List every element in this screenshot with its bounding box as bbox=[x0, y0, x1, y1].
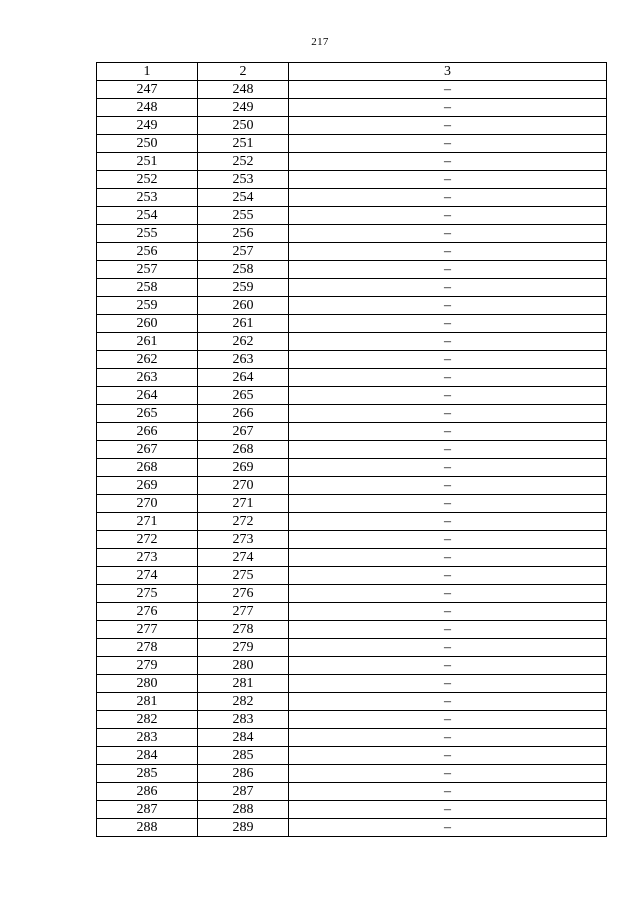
cell-col-2: 280 bbox=[198, 657, 289, 675]
cell-col-3: – bbox=[289, 261, 607, 279]
cell-col-2: 269 bbox=[198, 459, 289, 477]
cell-col-3: – bbox=[289, 135, 607, 153]
table-row bbox=[97, 279, 607, 297]
table-row bbox=[97, 657, 607, 675]
cell-col-3: – bbox=[289, 117, 607, 135]
cell-col-3: – bbox=[289, 621, 607, 639]
cell-col-2: 264 bbox=[198, 369, 289, 387]
table-row bbox=[97, 351, 607, 369]
cell-col-3: – bbox=[289, 693, 607, 711]
table-row bbox=[97, 513, 607, 531]
cell-col-3: – bbox=[289, 477, 607, 495]
cell-col-2: 251 bbox=[198, 135, 289, 153]
cell-col-1: 254 bbox=[97, 207, 198, 225]
cell-col-2: 250 bbox=[198, 117, 289, 135]
cell-col-2: 254 bbox=[198, 189, 289, 207]
cell-col-1: 258 bbox=[97, 279, 198, 297]
cell-col-3: – bbox=[289, 585, 607, 603]
cell-col-3: – bbox=[289, 387, 607, 405]
cell-col-3: – bbox=[289, 567, 607, 585]
cell-col-2: 271 bbox=[198, 495, 289, 513]
cell-col-1: 251 bbox=[97, 153, 198, 171]
table-row bbox=[97, 441, 607, 459]
cell-col-1: 259 bbox=[97, 297, 198, 315]
cell-col-3: – bbox=[289, 513, 607, 531]
cell-col-3: – bbox=[289, 153, 607, 171]
cell-col-2: 260 bbox=[198, 297, 289, 315]
cell-col-3: – bbox=[289, 639, 607, 657]
cell-col-2: 270 bbox=[198, 477, 289, 495]
cell-col-3: – bbox=[289, 495, 607, 513]
cell-col-2: 257 bbox=[198, 243, 289, 261]
cell-col-2: 278 bbox=[198, 621, 289, 639]
cell-col-2: 268 bbox=[198, 441, 289, 459]
cell-col-3: – bbox=[289, 279, 607, 297]
cell-col-3: – bbox=[289, 81, 607, 99]
cell-col-1: 249 bbox=[97, 117, 198, 135]
cell-col-1: 260 bbox=[97, 315, 198, 333]
cell-col-2: 262 bbox=[198, 333, 289, 351]
table-row bbox=[97, 333, 607, 351]
cell-col-2: 287 bbox=[198, 783, 289, 801]
cell-col-1: 274 bbox=[97, 567, 198, 585]
cell-col-1: 263 bbox=[97, 369, 198, 387]
cell-col-1: 247 bbox=[97, 81, 198, 99]
cell-col-3: – bbox=[289, 351, 607, 369]
cell-col-3: – bbox=[289, 531, 607, 549]
table-row bbox=[97, 117, 607, 135]
cell-col-1: 288 bbox=[97, 819, 198, 837]
cell-col-1: 255 bbox=[97, 225, 198, 243]
cell-col-2: 263 bbox=[198, 351, 289, 369]
cell-col-3: – bbox=[289, 765, 607, 783]
table-row bbox=[97, 603, 607, 621]
cell-col-1: 272 bbox=[97, 531, 198, 549]
cell-col-2: 248 bbox=[198, 81, 289, 99]
cell-col-2: 259 bbox=[198, 279, 289, 297]
cell-col-3: – bbox=[289, 99, 607, 117]
table-row bbox=[97, 765, 607, 783]
table-row bbox=[97, 621, 607, 639]
cell-col-1: 275 bbox=[97, 585, 198, 603]
cell-col-1: 250 bbox=[97, 135, 198, 153]
page-number: 217 bbox=[311, 36, 329, 48]
cell-col-3: – bbox=[289, 459, 607, 477]
cell-col-2: 285 bbox=[198, 747, 289, 765]
cell-col-2: 289 bbox=[198, 819, 289, 837]
data-table bbox=[96, 62, 607, 837]
cell-col-1: 257 bbox=[97, 261, 198, 279]
cell-col-3: – bbox=[289, 729, 607, 747]
cell-col-1: 276 bbox=[97, 603, 198, 621]
cell-col-1: 261 bbox=[97, 333, 198, 351]
cell-col-1: 268 bbox=[97, 459, 198, 477]
cell-col-2: 267 bbox=[198, 423, 289, 441]
cell-col-3: – bbox=[289, 801, 607, 819]
cell-col-3: – bbox=[289, 297, 607, 315]
table-row bbox=[97, 189, 607, 207]
cell-col-2: 279 bbox=[198, 639, 289, 657]
cell-col-3: – bbox=[289, 189, 607, 207]
cell-col-3: – bbox=[289, 225, 607, 243]
cell-col-2: 281 bbox=[198, 675, 289, 693]
table-row bbox=[97, 171, 607, 189]
table-row bbox=[97, 243, 607, 261]
cell-col-1: 252 bbox=[97, 171, 198, 189]
cell-col-1: 287 bbox=[97, 801, 198, 819]
table-row bbox=[97, 819, 607, 837]
table-body bbox=[97, 81, 607, 837]
table-row bbox=[97, 153, 607, 171]
cell-col-1: 264 bbox=[97, 387, 198, 405]
cell-col-1: 279 bbox=[97, 657, 198, 675]
table-row bbox=[97, 315, 607, 333]
cell-col-2: 276 bbox=[198, 585, 289, 603]
cell-col-1: 273 bbox=[97, 549, 198, 567]
cell-col-2: 265 bbox=[198, 387, 289, 405]
cell-col-3: – bbox=[289, 315, 607, 333]
column-header-2: 2 bbox=[198, 63, 289, 81]
cell-col-1: 248 bbox=[97, 99, 198, 117]
cell-col-1: 262 bbox=[97, 351, 198, 369]
table-row bbox=[97, 387, 607, 405]
cell-col-3: – bbox=[289, 747, 607, 765]
cell-col-1: 284 bbox=[97, 747, 198, 765]
column-header-1: 1 bbox=[97, 63, 198, 81]
cell-col-2: 288 bbox=[198, 801, 289, 819]
cell-col-2: 249 bbox=[198, 99, 289, 117]
table-row bbox=[97, 711, 607, 729]
table-row bbox=[97, 81, 607, 99]
cell-col-2: 283 bbox=[198, 711, 289, 729]
table-row bbox=[97, 459, 607, 477]
cell-col-3: – bbox=[289, 171, 607, 189]
cell-col-3: – bbox=[289, 819, 607, 837]
cell-col-3: – bbox=[289, 675, 607, 693]
cell-col-3: – bbox=[289, 243, 607, 261]
cell-col-3: – bbox=[289, 441, 607, 459]
column-header-3: 3 bbox=[289, 63, 607, 81]
table-row bbox=[97, 639, 607, 657]
cell-col-2: 284 bbox=[198, 729, 289, 747]
table-row bbox=[97, 225, 607, 243]
cell-col-3: – bbox=[289, 711, 607, 729]
table-row bbox=[97, 477, 607, 495]
cell-col-1: 280 bbox=[97, 675, 198, 693]
table-row bbox=[97, 675, 607, 693]
table-row bbox=[97, 423, 607, 441]
cell-col-1: 270 bbox=[97, 495, 198, 513]
cell-col-2: 277 bbox=[198, 603, 289, 621]
cell-col-1: 282 bbox=[97, 711, 198, 729]
cell-col-3: – bbox=[289, 405, 607, 423]
cell-col-2: 286 bbox=[198, 765, 289, 783]
cell-col-3: – bbox=[289, 657, 607, 675]
cell-col-1: 266 bbox=[97, 423, 198, 441]
cell-col-3: – bbox=[289, 423, 607, 441]
table-row bbox=[97, 495, 607, 513]
table-row bbox=[97, 585, 607, 603]
cell-col-1: 285 bbox=[97, 765, 198, 783]
table-row bbox=[97, 369, 607, 387]
table-row bbox=[97, 783, 607, 801]
cell-col-3: – bbox=[289, 783, 607, 801]
cell-col-2: 275 bbox=[198, 567, 289, 585]
cell-col-1: 271 bbox=[97, 513, 198, 531]
cell-col-1: 256 bbox=[97, 243, 198, 261]
table-row bbox=[97, 567, 607, 585]
table-row bbox=[97, 405, 607, 423]
cell-col-2: 258 bbox=[198, 261, 289, 279]
cell-col-1: 281 bbox=[97, 693, 198, 711]
cell-col-1: 286 bbox=[97, 783, 198, 801]
cell-col-2: 282 bbox=[198, 693, 289, 711]
cell-col-2: 273 bbox=[198, 531, 289, 549]
cell-col-3: – bbox=[289, 549, 607, 567]
table-header-row bbox=[97, 63, 607, 81]
table-row bbox=[97, 693, 607, 711]
cell-col-1: 269 bbox=[97, 477, 198, 495]
cell-col-2: 274 bbox=[198, 549, 289, 567]
table-row bbox=[97, 135, 607, 153]
cell-col-3: – bbox=[289, 369, 607, 387]
cell-col-3: – bbox=[289, 333, 607, 351]
cell-col-1: 278 bbox=[97, 639, 198, 657]
table-row bbox=[97, 297, 607, 315]
table-header bbox=[97, 63, 607, 81]
cell-col-2: 255 bbox=[198, 207, 289, 225]
table-row bbox=[97, 801, 607, 819]
cell-col-2: 272 bbox=[198, 513, 289, 531]
cell-col-2: 266 bbox=[198, 405, 289, 423]
cell-col-1: 267 bbox=[97, 441, 198, 459]
table-row bbox=[97, 207, 607, 225]
table-row bbox=[97, 99, 607, 117]
cell-col-1: 253 bbox=[97, 189, 198, 207]
cell-col-2: 252 bbox=[198, 153, 289, 171]
table-row bbox=[97, 729, 607, 747]
cell-col-2: 256 bbox=[198, 225, 289, 243]
cell-col-3: – bbox=[289, 603, 607, 621]
table-row bbox=[97, 261, 607, 279]
cell-col-3: – bbox=[289, 207, 607, 225]
table-row bbox=[97, 531, 607, 549]
cell-col-1: 265 bbox=[97, 405, 198, 423]
cell-col-2: 261 bbox=[198, 315, 289, 333]
cell-col-2: 253 bbox=[198, 171, 289, 189]
cell-col-1: 277 bbox=[97, 621, 198, 639]
cell-col-1: 283 bbox=[97, 729, 198, 747]
table-row bbox=[97, 747, 607, 765]
table-row bbox=[97, 549, 607, 567]
